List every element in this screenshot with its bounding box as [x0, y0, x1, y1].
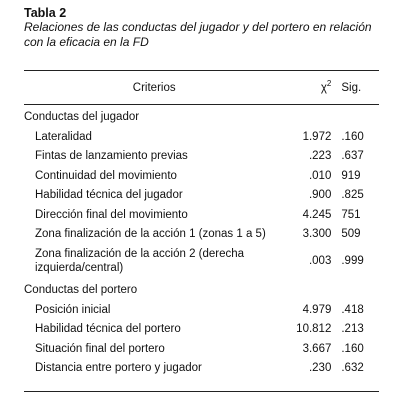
row-chi: .230 — [308, 362, 332, 375]
bottom-rule — [24, 391, 379, 392]
row-sig: 509 — [341, 228, 361, 241]
table-row — [24, 244, 379, 278]
row-criterion: Continuidad del movimiento — [35, 169, 177, 182]
row-chi: .900 — [308, 189, 332, 202]
row-chi: .010 — [308, 169, 332, 182]
table-row — [24, 147, 379, 167]
results-table — [24, 71, 379, 378]
row-sig: .213 — [341, 323, 364, 336]
row-criterion: Lateralidad — [35, 130, 92, 143]
row-sig: .632 — [341, 362, 364, 375]
row-chi: 4.245 — [302, 208, 332, 221]
group-header-portero — [24, 278, 379, 300]
group-label: Conductas del jugador — [24, 111, 140, 123]
row-chi: 3.300 — [302, 228, 332, 241]
row-chi: 10.812 — [296, 323, 332, 336]
table-row — [24, 166, 379, 186]
table-row — [24, 205, 379, 225]
row-chi: 3.667 — [302, 342, 332, 355]
group-header-jugador — [24, 105, 379, 127]
table-label: Tabla 2 — [24, 6, 67, 20]
row-criterion: Habilidad técnica del portero — [35, 323, 181, 336]
header-criterios: Criterios — [132, 82, 176, 94]
row-chi: .003 — [308, 255, 332, 267]
header-sig: Sig. — [341, 82, 362, 94]
row-sig: .637 — [341, 150, 364, 163]
row-criterion: Distancia entre portero y jugador — [35, 362, 202, 375]
row-criterion: Posición inicial — [35, 303, 111, 316]
chi-symbol: χ — [320, 82, 327, 94]
table-row — [24, 339, 379, 359]
row-sig: .160 — [341, 130, 364, 143]
row-criterion: Situación final del portero — [35, 342, 165, 355]
table-caption: Relaciones de las conductas del jugador y del portero en relación con la eficacia en la FD — [24, 20, 372, 49]
row-criterion: Fintas de lanzamiento previas — [35, 150, 188, 163]
row-sig: 919 — [341, 169, 361, 182]
table-row — [24, 225, 379, 245]
table-row — [24, 300, 379, 320]
row-criterion: Dirección final del movimiento — [35, 208, 188, 221]
row-chi: 4.979 — [302, 303, 332, 316]
table-row — [24, 186, 379, 206]
row-criterion: Zona finalización de la acción 1 (zonas 1 a 5) — [35, 228, 266, 241]
header-row — [24, 71, 379, 105]
table-row — [24, 359, 379, 379]
table-row — [24, 127, 379, 147]
row-sig: .999 — [341, 255, 364, 267]
row-criterion: Habilidad técnica del jugador — [35, 189, 183, 202]
row-sig: .825 — [341, 189, 364, 202]
group-label: Conductas del portero — [24, 284, 138, 296]
chi-superscript: 2 — [326, 79, 332, 89]
row-sig: .418 — [341, 303, 364, 316]
row-sig: .160 — [341, 342, 364, 355]
row-chi: .223 — [308, 150, 332, 163]
row-chi: 1.972 — [302, 130, 332, 143]
row-criterion: Zona finalización de la acción 2 (derecha izquierda/central) — [35, 248, 245, 274]
row-sig: 751 — [341, 208, 361, 221]
header-chi-square — [284, 71, 335, 105]
table-row — [24, 320, 379, 340]
